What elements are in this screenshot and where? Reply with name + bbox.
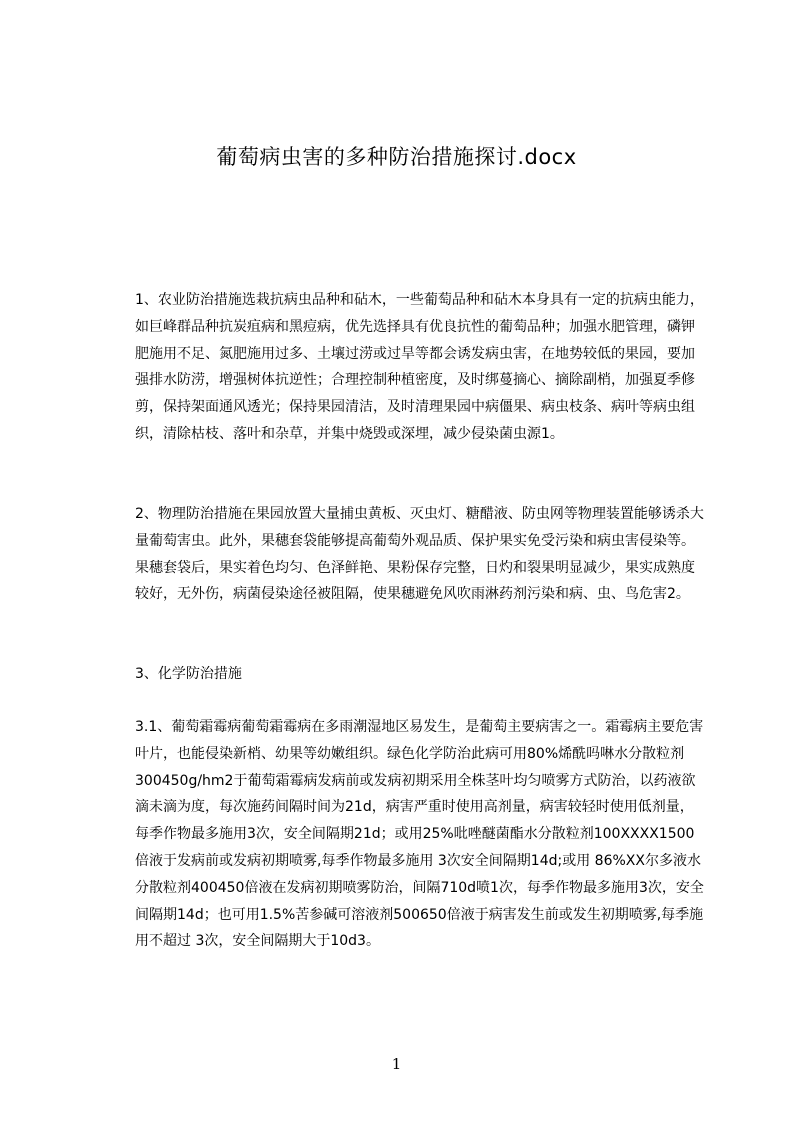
section-heading-chemical-control [106,661,706,688]
paragraph-downy-mildew [106,714,706,955]
document-title: 葡萄病虫害的多种防治措施探讨.docx [216,145,577,169]
paragraph-agricultural-control [106,287,706,448]
paragraph-physical-control [106,501,706,608]
paragraph-text: 3.1、葡萄霜霉病葡萄霜霉病在多雨潮湿地区易发生，是葡萄主要病害之一。霜霉病主要危害叶片，也能侵染新梢、幼果等幼嫩组织。绿色化学防治此病可用80%烯酰吗啉水分散粒剂300450g/hm2于葡萄霜霉病发病前或发病初期采用全株茎叶均匀喷雾方式防治，以药液欲滴未滴为度，每次施药间隔时间为21d，病害严重时使用高剂量，病害较轻时使用低剂量，每季作物最多施用3次，安全间隔期21d；或用25%吡唑醚菌酯水分散粒剂100XXXX1500倍液于发病前或发病初期喷雾,每季作物最多施用 3次安全间隔期14d;或用 86%XX尔多液水分散粒剂400450倍液在发病初期喷雾防治，间隔710d喷1次，每季作物最多施用3次，安全间隔期14d；也可用1.5%苦参碱可溶液剂500650倍液于病害发生前或发生初期喷雾,每季施用不超过 3次，安全间隔期大于10d3。 [135,719,704,950]
paragraph-text: 2、物理防治措施在果园放置大量捕虫黄板、灭虫灯、糖醋液、防虫网等物理装置能够诱杀大量葡萄害虫。此外，果穗套袋能够提高葡萄外观品质、保护果实免受污染和病虫害侵染等。果穗套袋后，果实着色均匀、色泽鲜艳、果粉保存完整，日灼和裂果明显减少，果实成熟度较好，无外伤，病菌侵染途径被阻隔，使果穗避免风吹雨淋药剂污染和病、虫、鸟危害2。 [135,506,704,603]
heading-text: 3、化学防治措施 [135,666,242,682]
page-number: 1 [391,1055,402,1073]
paragraph-text: 1、农业防治措施选栽抗病虫品种和砧木，一些葡萄品种和砧木本身具有一定的抗病虫能力，如巨峰群品种抗炭疽病和黑痘病，优先选择具有优良抗性的葡萄品种；加强水肥管理，磷钾肥施用不足、氮肥施用过多、土壤过涝或过旱等都会诱发病虫害，在地势较低的果园，要加强排水防涝，增强树体抗逆性；合理控制种植密度，及时绑蔓摘心、摘除副梢，加强夏季修剪，保持架面通风透光；保持果园清洁，及时清理果园中病僵果、病虫枝条、病叶等病虫组织，清除枯枝、落叶和杂草，并集中烧毁或深埋，减少侵染菌虫源1。 [135,292,704,442]
